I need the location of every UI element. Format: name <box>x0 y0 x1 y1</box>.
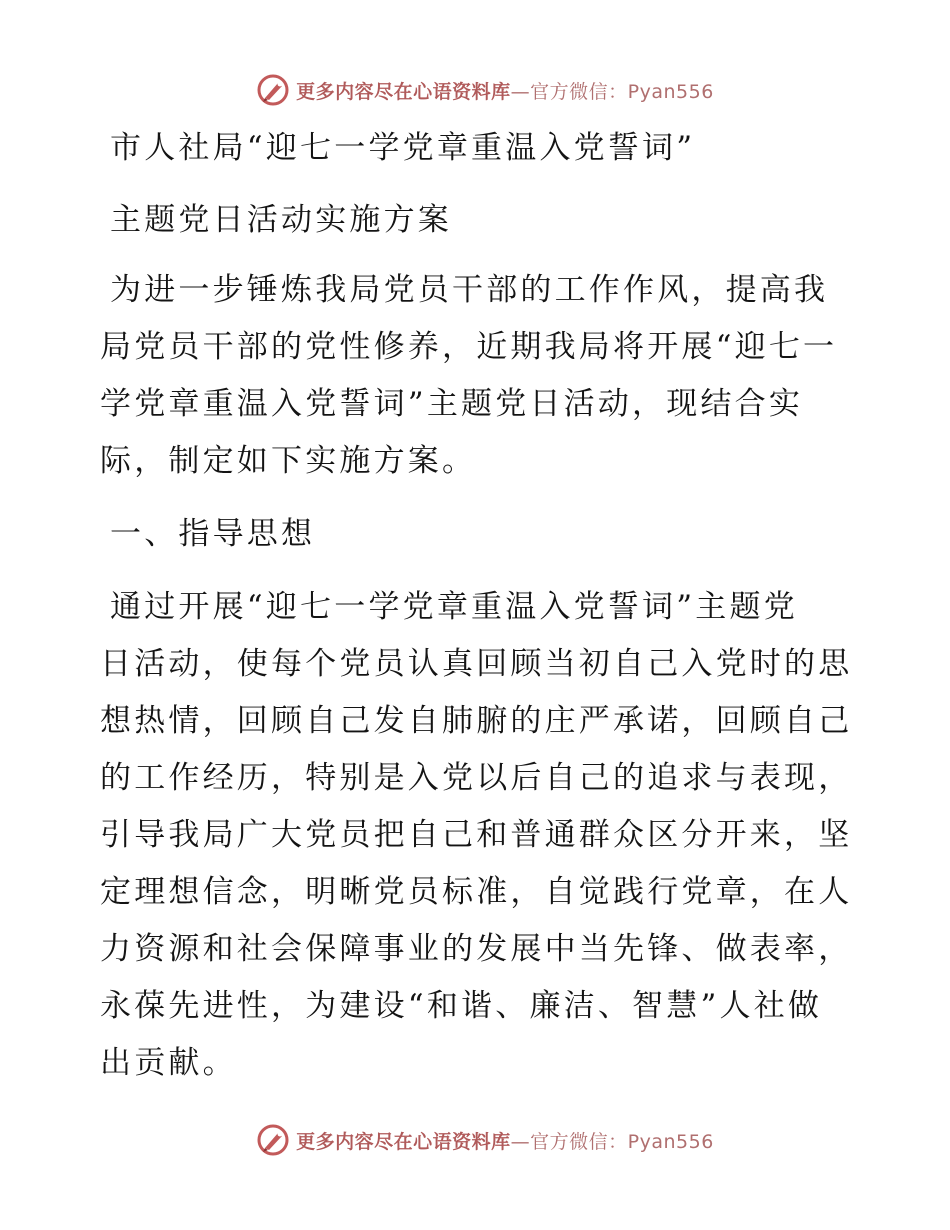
section1-line-1: 通过开展“迎七一学党章重温入党誓词”主题党 <box>110 589 798 625</box>
section1-line-9: 出贡献。 <box>100 1045 237 1081</box>
pen-seal-icon <box>256 73 290 107</box>
banner-text-rest: —官方微信：Pyan556 <box>510 80 714 103</box>
section1-line-2: 日活动，使每个党员认真回顾当初自己入党时的思 <box>100 646 853 682</box>
banner-text-bold: 更多内容尽在心语资料库 <box>296 80 511 103</box>
section-heading-1: 一、指导思想 <box>110 516 316 552</box>
doc-title-line-2: 主题党日活动实施方案 <box>110 202 452 238</box>
header-banner <box>0 70 950 110</box>
section1-line-4: 的工作经历，特别是入党以后自己的追求与表现， <box>100 760 853 796</box>
intro-line-2: 局党员干部的党性修养，近期我局将开展“迎七一 <box>100 329 838 365</box>
section1-line-3: 想热情，回顾自己发自肺腑的庄严承诺，回顾自己 <box>100 703 853 739</box>
spacer <box>100 563 852 579</box>
banner-text <box>296 1127 714 1154</box>
intro-line-3: 学党章重温入党誓词”主题党日活动，现结合实 <box>100 386 804 422</box>
section1-line-7: 力资源和社会保障事业的发展中当先锋、做表率， <box>100 931 853 967</box>
banner-text-bold: 更多内容尽在心语资料库 <box>296 1130 511 1153</box>
intro-line-1: 为进一步锤炼我局党员干部的工作作风，提高我 <box>110 272 829 308</box>
section1-line-6: 定理想信念，明晰党员标准，自觉践行党章，在人 <box>100 874 853 910</box>
intro-line-4: 际，制定如下实施方案。 <box>100 443 477 479</box>
pen-seal-icon <box>256 1123 290 1157</box>
spacer <box>100 490 852 506</box>
doc-title-line-1: 市人社局“迎七一学党章重温入党誓词” <box>110 130 696 166</box>
banner-inner <box>256 1123 714 1157</box>
section1-line-5: 引导我局广大党员把自己和普通群众区分开来，坚 <box>100 817 853 853</box>
banner-inner <box>256 73 714 107</box>
banner-text <box>296 77 714 104</box>
document-content <box>100 118 852 1092</box>
footer-banner <box>0 1120 950 1160</box>
banner-text-rest: —官方微信：Pyan556 <box>510 1130 714 1153</box>
section1-line-8: 永葆先进性，为建设“和谐、廉洁、智慧”人社做 <box>100 988 823 1024</box>
